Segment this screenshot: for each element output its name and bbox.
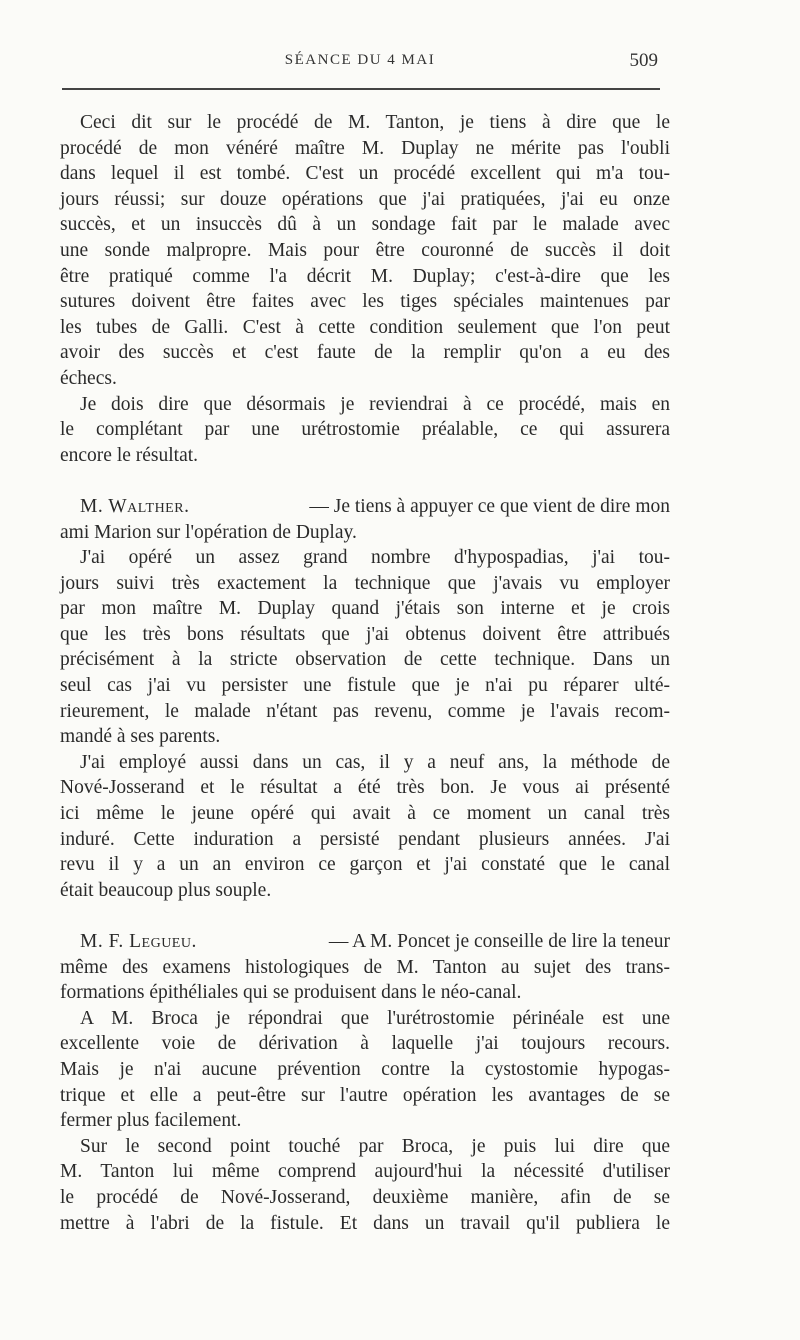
page-header xyxy=(60,50,660,74)
text-line: sutures doivent être faites avec les tiges spéciales maintenues par xyxy=(60,291,670,313)
text-line xyxy=(60,929,670,955)
text-line: formations épithéliales qui se produisent dans le néo-canal. xyxy=(60,982,522,1004)
text-line: le complétant par une urétrostomie préalable, ce qui assurera xyxy=(60,419,670,441)
text-line: fermer plus facilement. xyxy=(60,1110,242,1132)
text-fragment: — Je tiens à appuyer ce que vient de dire mon xyxy=(304,495,670,517)
paragraph xyxy=(60,1006,670,1134)
text-line: les tubes de Galli. C'est à cette condition seulement que l'on peut xyxy=(60,316,670,338)
text-line: même des examens histologiques de M. Tanton au sujet des trans- xyxy=(60,956,670,978)
text-line: être pratiqué comme l'a décrit M. Duplay; c'est-à-dire que les xyxy=(60,265,670,287)
text-line: dans lequel il est tombé. C'est un procédé excellent qui m'a tou- xyxy=(60,163,670,185)
header-rule xyxy=(62,88,660,90)
text-line: avoir des succès et c'est faute de la remplir qu'on a eu des xyxy=(60,342,670,364)
text-line: ami Marion sur l'opération de Duplay. xyxy=(60,521,357,543)
text-line: Mais je n'ai aucune prévention contre la cystostomie hypogas- xyxy=(60,1058,670,1080)
page-body xyxy=(60,110,670,1236)
text-line: M. Tanton lui même comprend aujourd'hui la nécessité d'utiliser xyxy=(60,1161,670,1183)
text-line: procédé de mon vénéré maître M. Duplay ne mérite pas l'oubli xyxy=(60,137,670,159)
text-line: excellente voie de dérivation à laquelle j'ai toujours recours. xyxy=(60,1033,670,1055)
text-line: Je dois dire que désormais je reviendrai à ce procédé, mais en xyxy=(80,393,670,415)
text-line: était beaucoup plus souple. xyxy=(60,879,272,901)
paragraph xyxy=(60,545,670,750)
paragraph xyxy=(60,110,670,392)
text-line: Sur le second point touché par Broca, je puis lui dire que xyxy=(80,1135,670,1157)
paragraph xyxy=(60,392,670,469)
section-gap xyxy=(60,468,670,494)
text-line: par mon maître M. Duplay quand j'étais son interne et je crois xyxy=(60,598,670,620)
text-line: mettre à l'abri de la fistule. Et dans un travail qu'il publiera le xyxy=(60,1212,670,1234)
text-line: A M. Broca je répondrai que l'urétrostomie périnéale est une xyxy=(80,1007,670,1029)
page-number: 509 xyxy=(629,50,658,71)
text-line: jours suivi très exactement la technique que j'avais vu employer xyxy=(60,572,670,594)
text-line: que les très bons résultats que j'ai obtenus doivent être attribués xyxy=(60,623,670,645)
text-line: ici même le jeune opéré qui avait à ce moment un canal très xyxy=(60,803,670,825)
paragraph xyxy=(60,929,670,1006)
text-line: rieurement, le malade n'étant pas revenu, comme je l'avais recom- xyxy=(60,700,670,722)
text-line: échecs. xyxy=(60,367,117,389)
text-line: une sonde malpropre. Mais pour être couronné de succès il doit xyxy=(60,239,670,261)
text-line: J'ai employé aussi dans un cas, il y a neuf ans, la méthode de xyxy=(80,751,670,773)
text-line: précisément à la stricte observation de cette technique. Dans un xyxy=(60,649,670,671)
text-line: jours réussi; sur douze opérations que j'ai pratiquées, j'ai eu onze xyxy=(60,188,670,210)
text-line: revu il y a un an environ ce garçon et j'ai constaté que le canal xyxy=(60,854,670,876)
text-line: induré. Cette induration a persisté pendant plusieurs années. J'ai xyxy=(60,828,670,850)
text-line: le procédé de Nové-Josserand, deuxième manière, afin de se xyxy=(60,1186,670,1208)
text-fragment: — A M. Poncet je conseille de lire la teneur xyxy=(323,931,670,952)
text-line: mandé à ses parents. xyxy=(60,726,221,748)
paragraph xyxy=(60,494,670,545)
text-line: Nové-Josserand et le résultat a été très bon. Je vous ai présenté xyxy=(60,777,670,799)
paragraph xyxy=(60,1134,670,1236)
text-line: encore le résultat. xyxy=(60,444,199,466)
text-line xyxy=(60,494,670,520)
text-line: seul cas j'ai vu persister une fistule que je n'ai pu réparer ulté- xyxy=(60,675,670,697)
section-gap xyxy=(60,903,670,929)
text-line: Ceci dit sur le procédé de M. Tanton, je tiens à dire que le xyxy=(80,112,670,133)
speaker-name: M. F. Legueu. xyxy=(80,931,197,952)
text-line: succès, et un insuccès dû à un sondage fait par le malade avec xyxy=(60,214,670,236)
speaker-name: M. Walther. xyxy=(80,495,190,517)
paragraph xyxy=(60,750,670,904)
running-head: SÉANCE DU 4 MAI xyxy=(284,52,436,68)
text-line: J'ai opéré un assez grand nombre d'hypospadias, j'ai tou- xyxy=(80,547,670,569)
text-line: trique et elle a peut-être sur l'autre opération les avantages de se xyxy=(60,1084,670,1106)
